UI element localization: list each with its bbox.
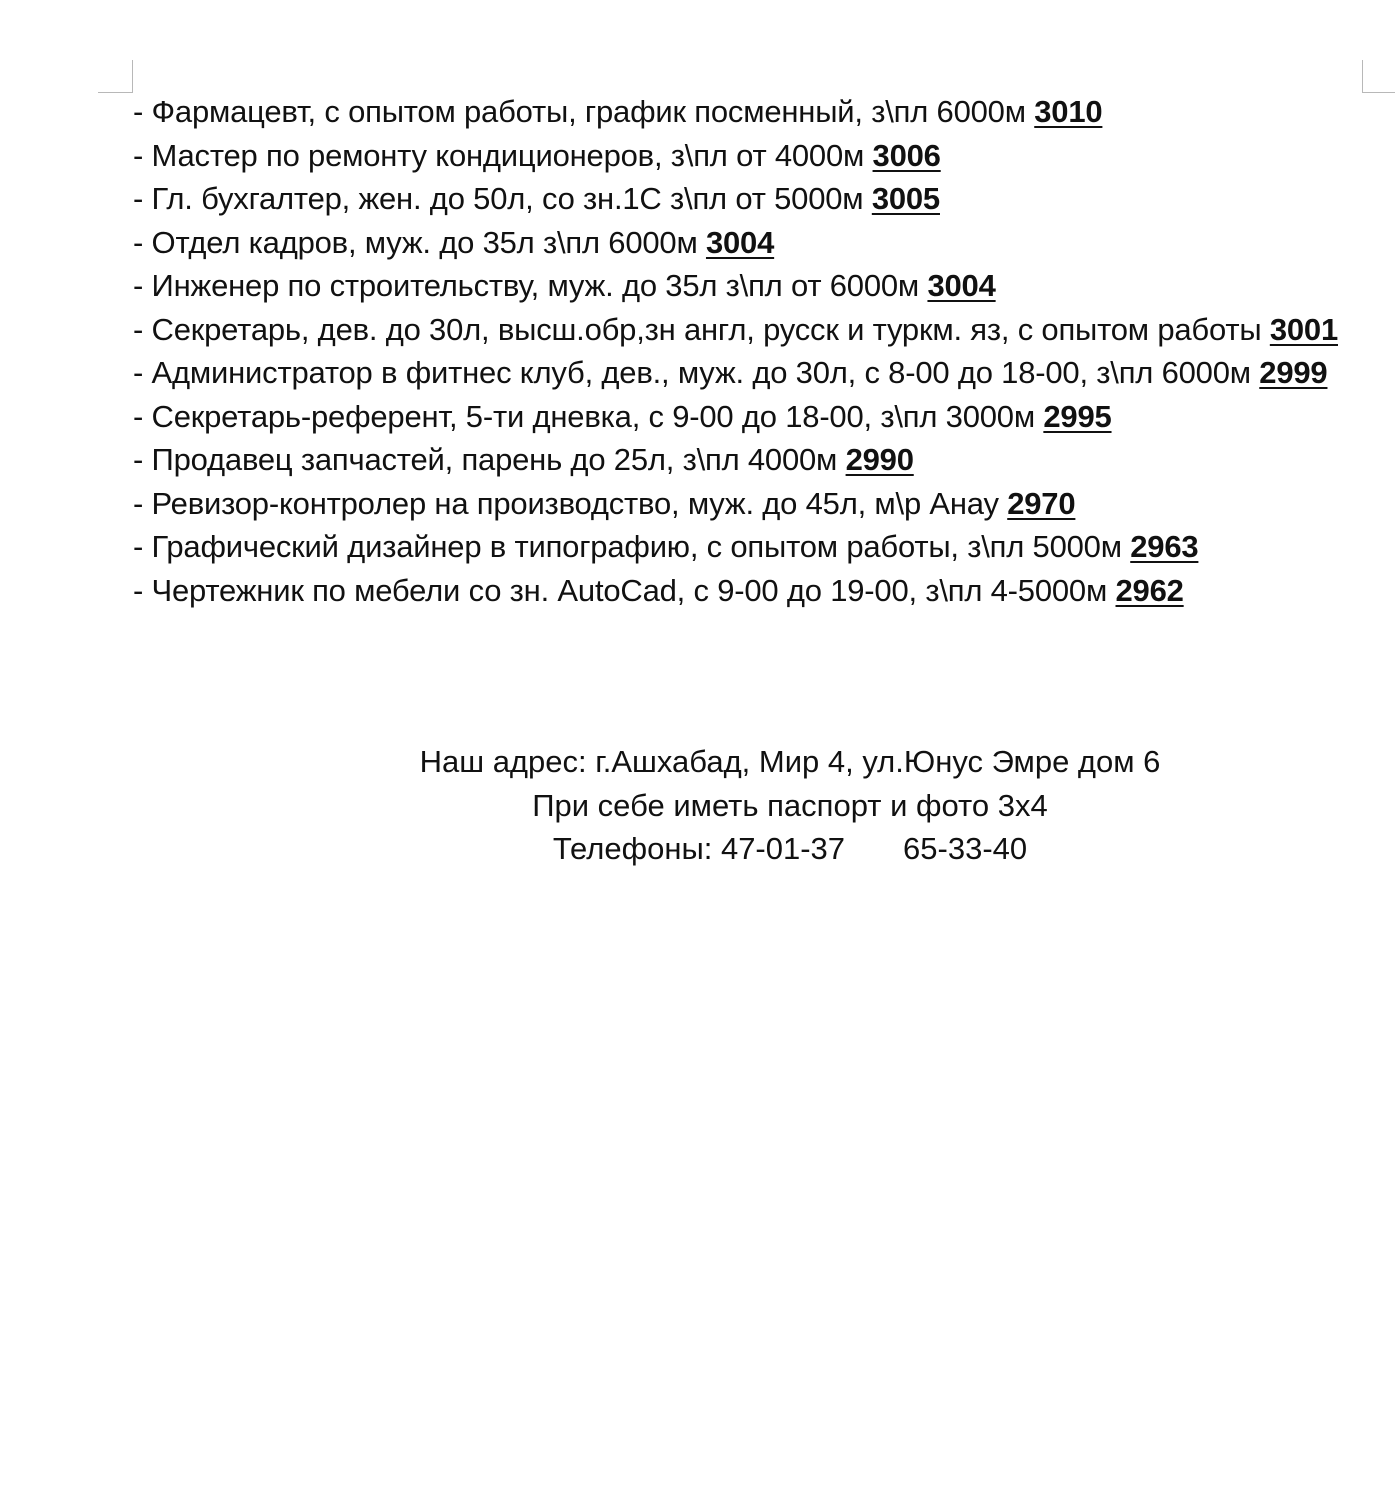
job-description: - Гл. бухгалтер, жен. до 50л, со зн.1С з\пл от 5000м <box>133 181 872 216</box>
job-description: - Секретарь, дев. до 30л, высш.обр,зн англ, русск и туркм. яз, с опытом работы <box>133 311 1270 347</box>
job-vacancy-list <box>133 90 1368 612</box>
job-item <box>133 438 1368 482</box>
job-item <box>133 395 1368 439</box>
job-description: - Мастер по ремонту кондиционеров, з\пл от 4000м <box>133 137 873 173</box>
job-item <box>133 308 1368 352</box>
job-description: - Инженер по строительству, муж. до 35л з\пл от 6000м <box>133 268 928 303</box>
job-item <box>133 569 1368 613</box>
job-item <box>133 90 1368 134</box>
job-description: - Отдел кадров, муж. до 35л з\пл 6000м <box>133 224 706 260</box>
address-line: Наш адрес: г.Ашхабад, Мир 4, ул.Юнус Эмре дом 6 <box>419 744 1161 779</box>
job-code: 2995 <box>1043 398 1112 434</box>
documents-line: При себе иметь паспорт и фото 3х4 <box>532 787 1048 823</box>
job-code: 3010 <box>1034 94 1103 129</box>
job-description: - Чертежник по мебели со зн. AutoCad, с 9-00 до 19-00, з\пл 4-5000м <box>133 572 1116 608</box>
job-code: 3004 <box>705 224 775 260</box>
page-corner-mark-left <box>98 60 133 93</box>
job-item <box>133 351 1368 395</box>
job-item <box>133 525 1368 569</box>
job-code: 2990 <box>845 442 914 477</box>
phones-line <box>300 827 1280 871</box>
job-code: 2999 <box>1259 355 1328 390</box>
job-item <box>133 482 1368 526</box>
job-code: 3006 <box>872 137 941 173</box>
contact-block <box>300 740 1280 871</box>
job-description: - Продавец запчастей, парень до 25л, з\пл 4000м <box>133 442 846 477</box>
job-description: - Ревизор-контролер на производство, муж. до 45л, м\р Анау <box>133 485 1008 521</box>
phone-1: Телефоны: 47-01-37 <box>552 831 846 866</box>
job-code: 2970 <box>1007 485 1076 521</box>
job-code: 2962 <box>1115 572 1184 608</box>
job-code: 3004 <box>927 268 996 303</box>
job-item <box>133 177 1368 221</box>
job-code: 3001 <box>1269 311 1338 347</box>
job-description: - Секретарь-референт, 5-ти дневка, с 9-00 до 18-00, з\пл 3000м <box>133 398 1044 434</box>
phone-2: 65-33-40 <box>903 831 1028 866</box>
job-item <box>133 221 1368 265</box>
job-code: 2963 <box>1130 529 1199 564</box>
job-item <box>133 134 1368 178</box>
job-description: - Фармацевт, с опытом работы, график посменный, з\пл 6000м <box>133 94 1035 129</box>
job-item <box>133 264 1368 308</box>
page-corner-mark-right <box>1362 60 1395 93</box>
job-description: - Администратор в фитнес клуб, дев., муж. до 30л, с 8-00 до 18-00, з\пл 6000м <box>133 355 1260 390</box>
job-description: - Графический дизайнер в типографию, с опытом работы, з\пл 5000м <box>133 529 1131 564</box>
job-code: 3005 <box>871 181 940 216</box>
